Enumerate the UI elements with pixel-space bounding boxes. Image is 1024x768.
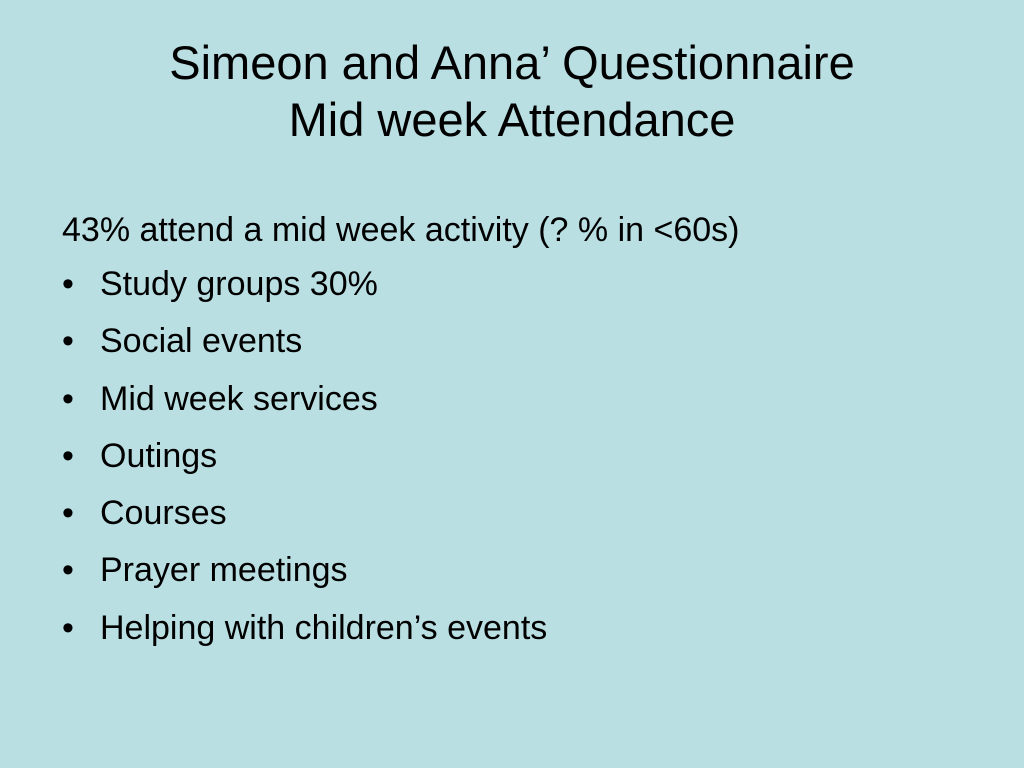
bullet-marker: • — [62, 494, 74, 533]
list-item-text: Outings — [100, 436, 218, 475]
bullet-list — [62, 259, 982, 660]
bullet-marker: • — [62, 551, 74, 590]
list-item — [62, 374, 982, 431]
slide-title — [0, 34, 1024, 148]
title-line-2: Mid week Attendance — [288, 93, 736, 146]
list-item-text: Study groups 30% — [100, 265, 378, 303]
intro-text: 43% attend a mid week activity (? % in <60s) — [62, 211, 740, 249]
list-item-text: Helping with children’s events — [100, 608, 548, 647]
title-line-1: Simeon and Anna’ Questionnaire — [169, 36, 855, 89]
list-item-text: Prayer meetings — [100, 551, 348, 590]
bullet-marker: • — [62, 608, 74, 647]
list-item — [62, 545, 982, 602]
bullet-marker: • — [62, 265, 74, 303]
list-item — [62, 488, 982, 545]
slide-body — [62, 205, 982, 660]
bullet-marker: • — [62, 379, 74, 418]
list-item-text: Social events — [100, 322, 303, 361]
list-item-text: Mid week services — [100, 379, 378, 418]
bullet-marker: • — [62, 436, 74, 475]
list-item-text: Courses — [100, 494, 227, 533]
list-item — [62, 259, 982, 316]
list-item — [62, 431, 982, 488]
list-item — [62, 316, 982, 373]
bullet-marker: • — [62, 322, 74, 361]
list-item — [62, 603, 982, 660]
